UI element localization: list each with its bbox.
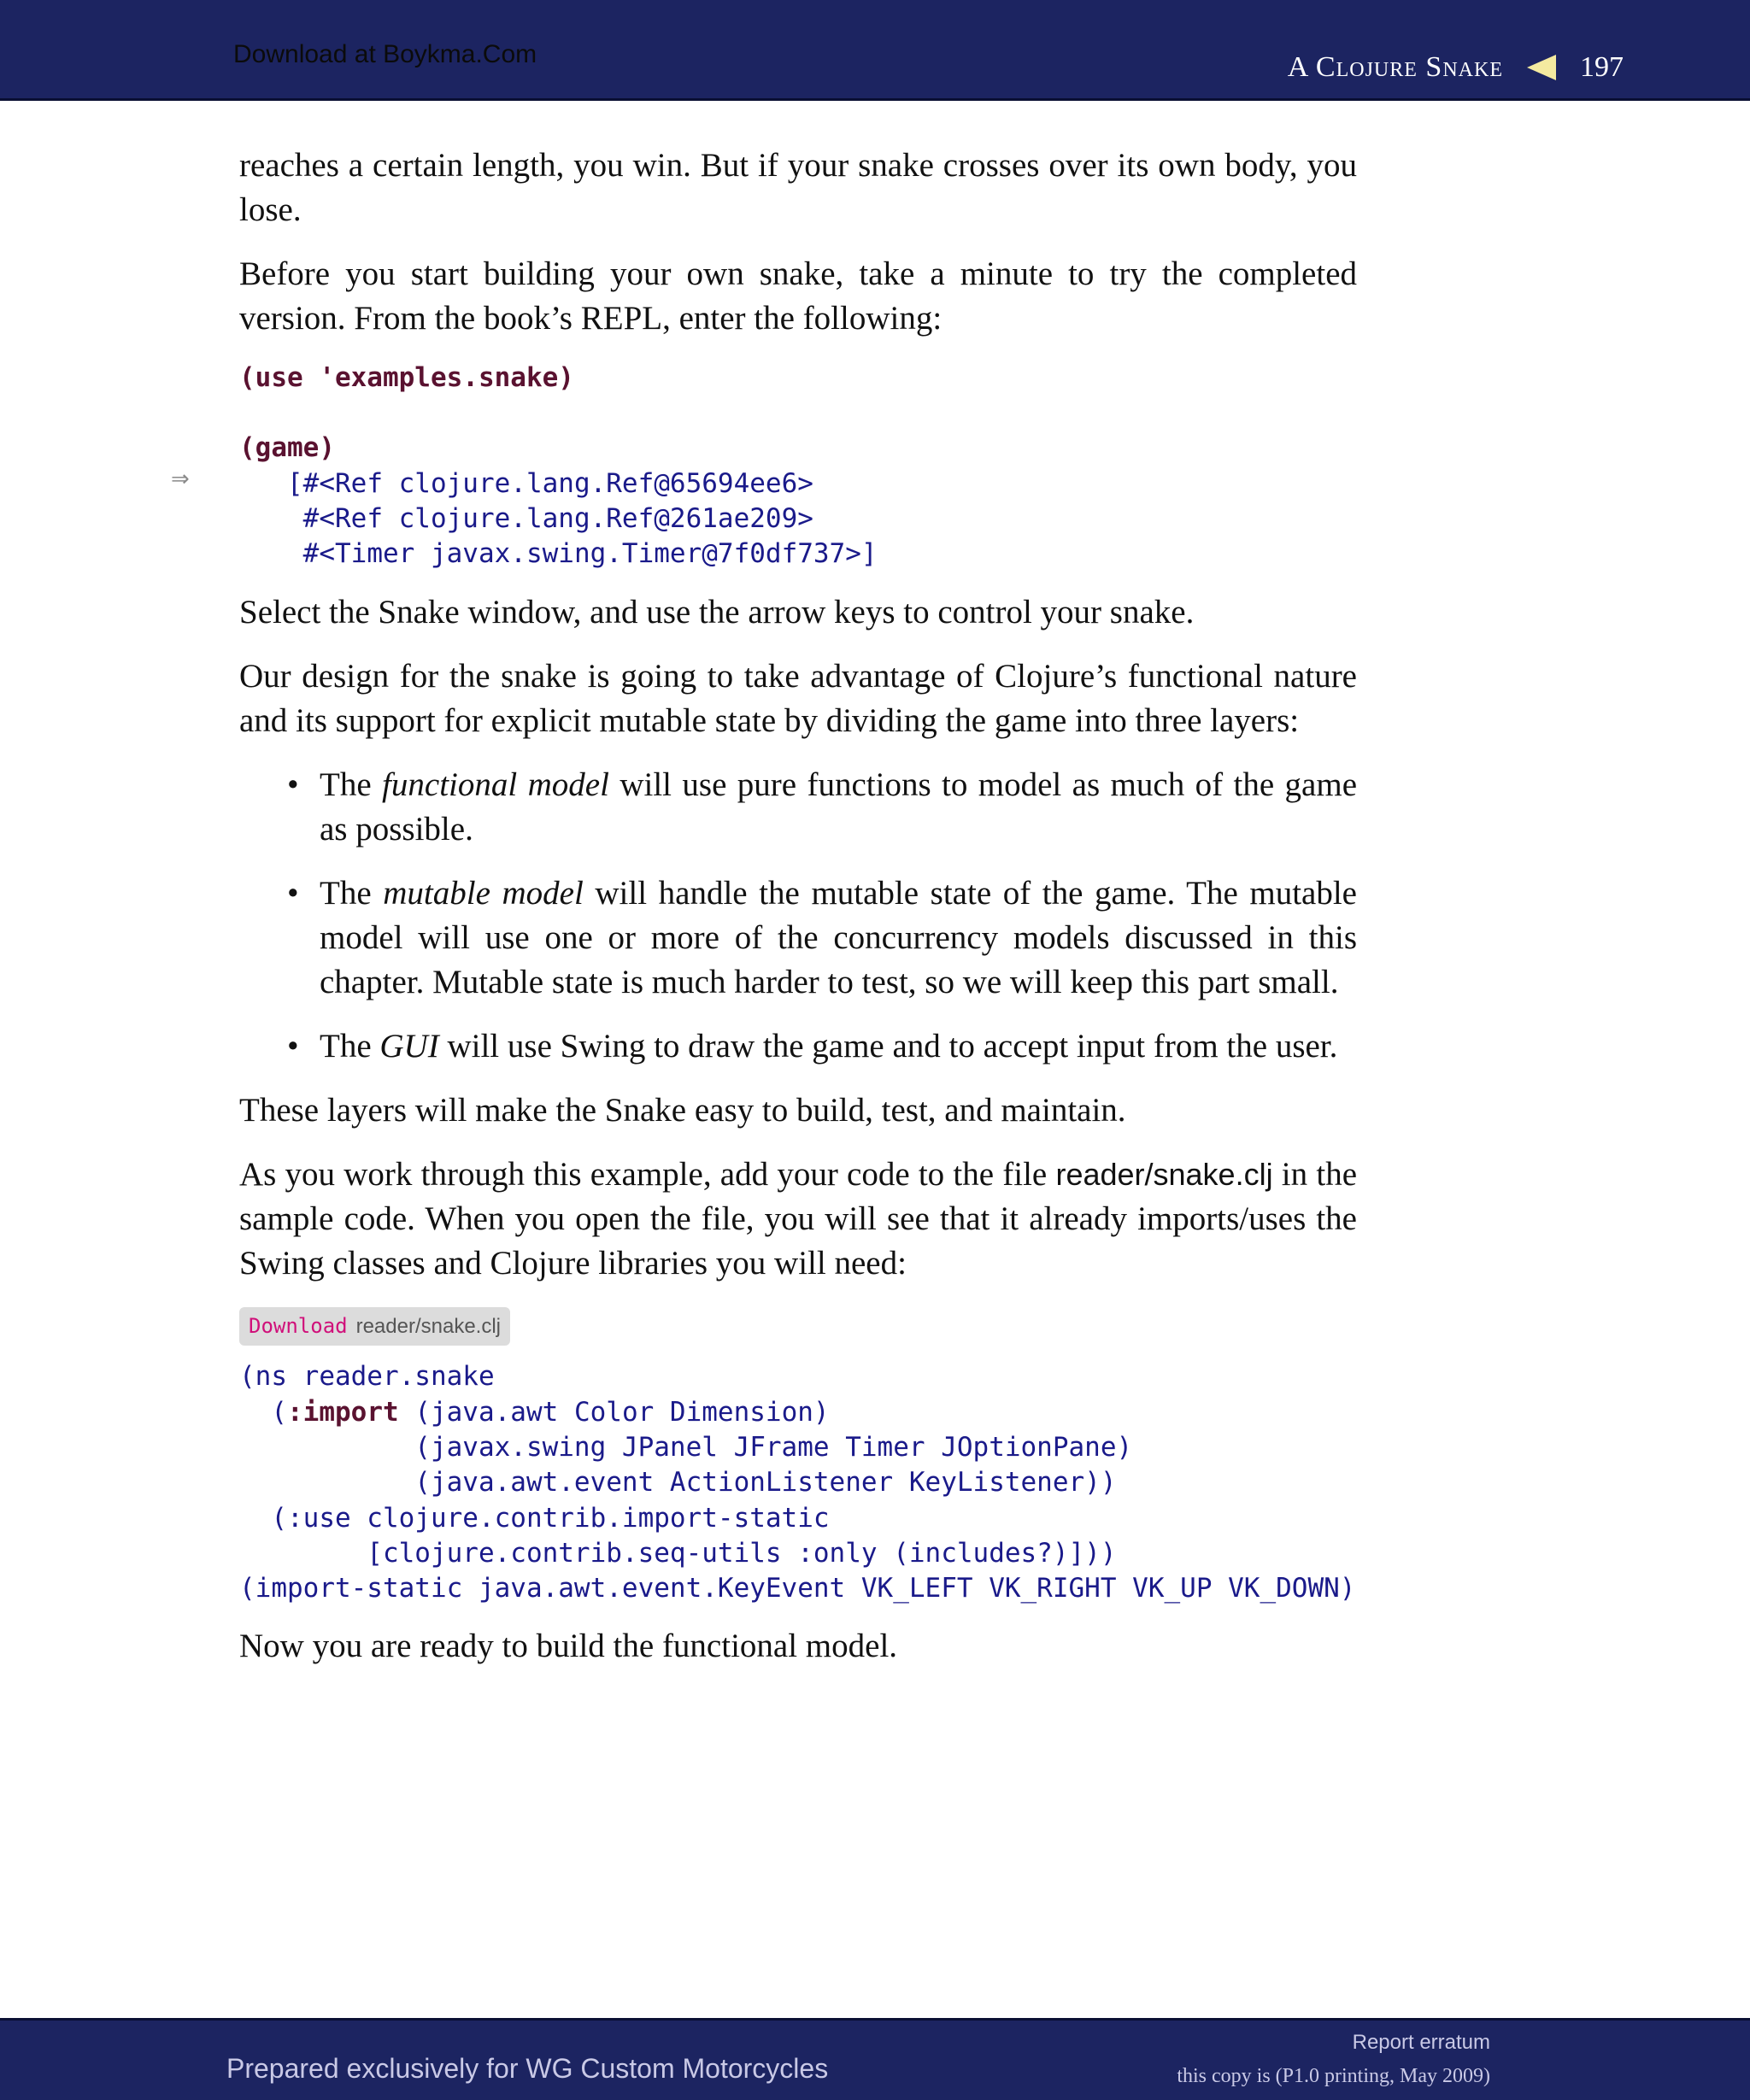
code-line: (import-static java.awt.event.KeyEvent VK_LEFT VK_RIGHT VK_UP VK_DOWN) <box>239 1573 1356 1604</box>
page-header <box>0 0 1750 101</box>
code-line: (:import (java.awt Color Dimension) <box>239 1396 830 1428</box>
list-item: • The functional model will use pure functions to model as much of the game as possible. <box>239 763 1357 852</box>
repl-result <box>171 466 1357 572</box>
prepared-for: Prepared exclusively for WG Custom Motorcycles <box>226 2053 829 2084</box>
paragraph-4: Our design for the snake is going to take advantage of Clojure’s functional nature and its support for explicit mutable state by dividing the game into three layers: <box>239 658 1357 740</box>
file-path: reader/snake.clj <box>1055 1157 1273 1193</box>
list-item: • The GUI will use Swing to draw the game and to accept input from the user. <box>239 1024 1357 1069</box>
repl-output-line: [#<Ref clojure.lang.Ref@65694ee6> <box>287 467 813 499</box>
download-file: reader/snake.clj <box>355 1315 502 1339</box>
left-triangle-icon[interactable] <box>1527 55 1556 80</box>
paragraph-5: These layers will make the Snake easy to build, test, and maintain. <box>239 1092 1126 1129</box>
term-functional-model: functional model <box>382 766 609 804</box>
code-line: (:use clojure.contrib.import-static <box>239 1502 830 1534</box>
code-line: (javax.swing JPanel JFrame Timer JOptionPane) <box>239 1432 1133 1464</box>
layer-list <box>239 763 1357 1069</box>
bullet-icon: • <box>287 766 299 804</box>
bullet-icon: • <box>287 1028 299 1065</box>
page-footer <box>0 2018 1750 2100</box>
page-number: 197 <box>1580 51 1624 83</box>
code-line: [clojure.contrib.seq-utils :only (includes?)])) <box>239 1537 1117 1569</box>
paragraph-7: Now you are ready to build the functional model. <box>239 1627 898 1664</box>
repl-input-game: (game) <box>239 432 335 464</box>
repl-output-line: #<Ref clojure.lang.Ref@261ae209> <box>287 502 813 534</box>
code-line: (java.awt.event ActionListener KeyListener)) <box>239 1467 1117 1499</box>
bullet-icon: • <box>287 875 299 912</box>
paragraph-2: Before you start building your own snake, take a minute to try the completed version. From the book’s REPL, enter the following: <box>239 255 1357 337</box>
download-watermark: Download at Boykma.Com <box>233 40 537 68</box>
result-arrow-icon: ⇒ <box>171 466 190 492</box>
repl-output-line: #<Timer javax.swing.Timer@7f0df737>] <box>287 538 878 570</box>
report-erratum-link[interactable]: Report erratum <box>1352 2031 1490 2054</box>
page-content <box>171 144 1358 1688</box>
repl-input-use: (use 'examples.snake) <box>239 362 574 393</box>
running-head <box>1288 51 1624 84</box>
download-link[interactable] <box>239 1307 510 1346</box>
paragraph-6: As you work through this example, add your code to the file reader/snake.clj in the sample code. When you open the file, you will see that it already imports/uses the Swing classes and Clojure libraries you will need: <box>239 1156 1358 1282</box>
paragraph-1: reaches a certain length, you win. But if your snake crosses over its own body, you lose. <box>239 147 1357 228</box>
term-mutable-model: mutable model <box>383 875 584 912</box>
paragraph-3: Select the Snake window, and use the arrow keys to control your snake. <box>239 594 1195 631</box>
term-gui: GUI <box>379 1028 439 1065</box>
download-label: Download <box>249 1314 348 1339</box>
copy-info: this copy is (P1.0 printing, May 2009) <box>1177 2065 1490 2087</box>
chapter-title: A Clojure Snake <box>1287 51 1503 83</box>
code-line: (ns reader.snake <box>239 1361 495 1393</box>
list-item: • The mutable model will handle the mutable state of the game. The mutable model will use one or more of the concurrency models discussed in this chapter. Mutable state is much harder to test, so we will keep this part small. <box>239 871 1357 1005</box>
code-keyword: :import <box>287 1396 399 1428</box>
code-listing <box>239 1359 1357 1606</box>
